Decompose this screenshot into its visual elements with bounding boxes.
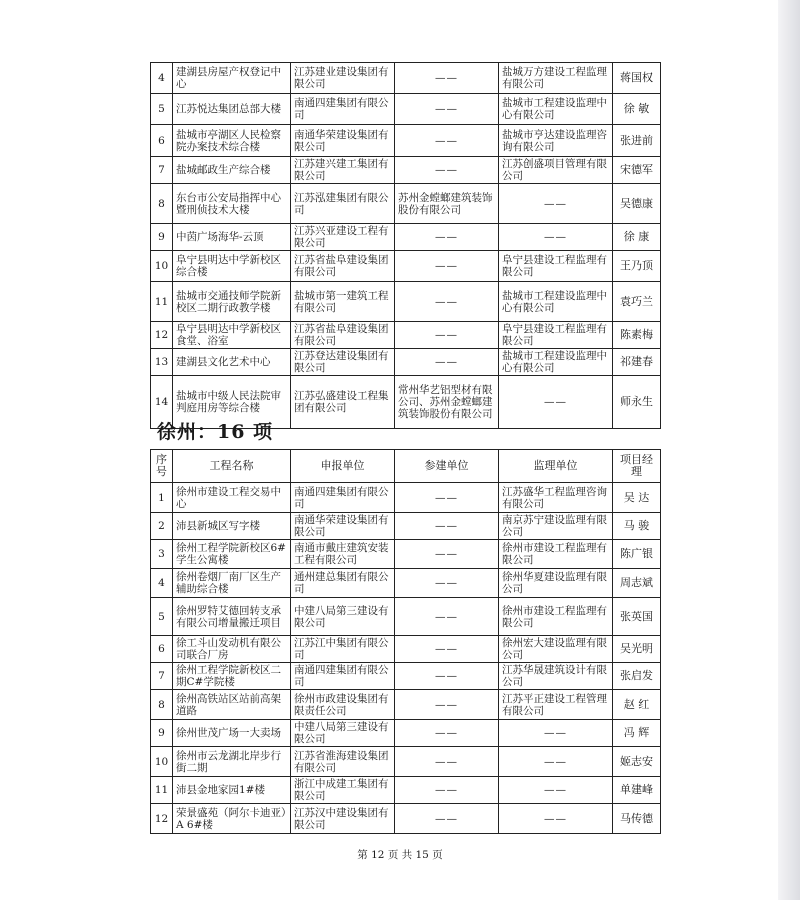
cell-participant: —— xyxy=(395,636,499,663)
cell-applicant: 盐城市第一建筑工程有限公司 xyxy=(291,282,395,322)
cell-project-manager: 吴光明 xyxy=(613,636,661,663)
cell-project-manager: 陈素梅 xyxy=(613,322,661,349)
cell-applicant: 江苏泓建集团有限公司 xyxy=(291,184,395,224)
cell-supervisor: 南京苏宁建设监理有限公司 xyxy=(499,513,613,540)
cell-applicant: 江苏汉中建设集团有限公司 xyxy=(291,804,395,834)
table-row xyxy=(151,540,661,569)
cell-project-manager: 张启发 xyxy=(613,663,661,690)
table-row xyxy=(151,747,661,777)
cell-supervisor: 徐州市建设工程监理有限公司 xyxy=(499,598,613,636)
cell-supervisor: 江苏华晟建筑设计有限公司 xyxy=(499,663,613,690)
cell-project-name: 建湖县文化艺术中心 xyxy=(173,349,291,376)
table-row xyxy=(151,63,661,94)
cell-supervisor: 徐州宏大建设监理有限公司 xyxy=(499,636,613,663)
cell-applicant: 南通四建集团有限公司 xyxy=(291,483,395,513)
header-project-name: 工程名称 xyxy=(173,450,291,483)
cell-serial-no: 12 xyxy=(151,322,173,349)
cell-project-name: 阜宁县明达中学新校区食堂、浴室 xyxy=(173,322,291,349)
cell-serial-no: 6 xyxy=(151,125,173,157)
table-row xyxy=(151,777,661,804)
cell-project-manager: 姬志安 xyxy=(613,747,661,777)
cell-project-manager: 张英国 xyxy=(613,598,661,636)
cell-applicant: 江苏建兴建工集团有限公司 xyxy=(291,157,395,184)
cell-participant: —— xyxy=(395,282,499,322)
cell-project-manager: 王乃顶 xyxy=(613,251,661,282)
cell-serial-no: 11 xyxy=(151,282,173,322)
cell-project-name: 江苏悦达集团总部大楼 xyxy=(173,94,291,125)
cell-serial-no: 10 xyxy=(151,747,173,777)
cell-serial-no: 11 xyxy=(151,777,173,804)
table-row xyxy=(151,598,661,636)
table-row xyxy=(151,125,661,157)
cell-participant: —— xyxy=(395,63,499,94)
cell-serial-no: 7 xyxy=(151,663,173,690)
cell-supervisor: —— xyxy=(499,376,613,429)
header-participant: 参建单位 xyxy=(395,450,499,483)
cell-applicant: 中建八局第三建设有限公司 xyxy=(291,598,395,636)
cell-participant: 苏州金螳螂建筑装饰股份有限公司 xyxy=(395,184,499,224)
cell-serial-no: 13 xyxy=(151,349,173,376)
cell-supervisor: —— xyxy=(499,804,613,834)
cell-applicant: 江苏省淮海建设集团有限公司 xyxy=(291,747,395,777)
cell-participant: —— xyxy=(395,598,499,636)
cell-serial-no: 5 xyxy=(151,94,173,125)
cell-participant: —— xyxy=(395,663,499,690)
table-row xyxy=(151,184,661,224)
header-project-manager: 项目经理 xyxy=(613,450,661,483)
cell-applicant: 江苏省盐阜建设集团有限公司 xyxy=(291,322,395,349)
cell-project-name: 荣景盛苑（阿尔卡迪亚）A 6#楼 xyxy=(173,804,291,834)
cell-participant: —— xyxy=(395,224,499,251)
cell-serial-no: 9 xyxy=(151,720,173,747)
table-row xyxy=(151,322,661,349)
cell-serial-no: 1 xyxy=(151,483,173,513)
cell-supervisor: 盐城万方建设工程监理有限公司 xyxy=(499,63,613,94)
cell-project-name: 沛县新城区写字楼 xyxy=(173,513,291,540)
cell-applicant: 江苏兴亚建设工程有限公司 xyxy=(291,224,395,251)
cell-project-name: 徐州卷烟厂南厂区生产辅助综合楼 xyxy=(173,569,291,598)
cell-project-name: 中茵广场海华-云顶 xyxy=(173,224,291,251)
cell-participant: —— xyxy=(395,125,499,157)
cell-serial-no: 5 xyxy=(151,598,173,636)
cell-project-name: 徐州市建设工程交易中心 xyxy=(173,483,291,513)
header-supervisor: 监理单位 xyxy=(499,450,613,483)
cell-participant: —— xyxy=(395,777,499,804)
cell-supervisor: 江苏盛华工程监理咨询有限公司 xyxy=(499,483,613,513)
cell-participant: —— xyxy=(395,540,499,569)
table-header-row xyxy=(151,450,661,483)
cell-project-name: 盐城市亭湖区人民检察院办案技术综合楼 xyxy=(173,125,291,157)
cell-participant: —— xyxy=(395,513,499,540)
cell-project-manager: 宋德军 xyxy=(613,157,661,184)
cell-project-name: 盐城市交通技师学院新校区二期行政教学楼 xyxy=(173,282,291,322)
cell-applicant: 通州建总集团有限公司 xyxy=(291,569,395,598)
cell-project-name: 徐州高铁站区站前高架道路 xyxy=(173,690,291,720)
cell-project-name: 沛县金地家园1#楼 xyxy=(173,777,291,804)
cell-supervisor: 江苏创盛项目管理有限公司 xyxy=(499,157,613,184)
cell-supervisor: 盐城市亨达建设监理咨询有限公司 xyxy=(499,125,613,157)
cell-participant: —— xyxy=(395,747,499,777)
cell-project-name: 徐州市云龙湖北岸步行街二期 xyxy=(173,747,291,777)
cell-project-manager: 单建峰 xyxy=(613,777,661,804)
cell-project-manager: 冯 辉 xyxy=(613,720,661,747)
cell-serial-no: 9 xyxy=(151,224,173,251)
table-row xyxy=(151,349,661,376)
cell-participant: 常州华艺铝型材有限公司、苏州金螳螂建筑装饰股份有限公司 xyxy=(395,376,499,429)
table-row xyxy=(151,569,661,598)
cell-serial-no: 4 xyxy=(151,63,173,94)
cell-serial-no: 12 xyxy=(151,804,173,834)
cell-applicant: 浙江中成建工集团有限公司 xyxy=(291,777,395,804)
cell-participant: —— xyxy=(395,94,499,125)
cell-applicant: 中建八局第三建设有限公司 xyxy=(291,720,395,747)
page-footer: 第 12 页 共 15 页 xyxy=(357,849,443,861)
table-row xyxy=(151,636,661,663)
cell-supervisor: 阜宁县建设工程监理有限公司 xyxy=(499,322,613,349)
cell-project-manager: 袁巧兰 xyxy=(613,282,661,322)
cell-project-manager: 师永生 xyxy=(613,376,661,429)
cell-project-name: 徐州工程学院新校区二期C#学院楼 xyxy=(173,663,291,690)
cell-applicant: 南通华荣建设集团有限公司 xyxy=(291,513,395,540)
table-body xyxy=(151,63,661,429)
table-row xyxy=(151,251,661,282)
cell-serial-no: 2 xyxy=(151,513,173,540)
cell-applicant: 南通四建集团有限公司 xyxy=(291,94,395,125)
cell-supervisor: 江苏平正建设工程管理有限公司 xyxy=(499,690,613,720)
table-row xyxy=(151,513,661,540)
cell-applicant: 南通市戴庄建筑安装工程有限公司 xyxy=(291,540,395,569)
cell-project-manager: 马传德 xyxy=(613,804,661,834)
cell-applicant: 江苏弘盛建设工程集团有限公司 xyxy=(291,376,395,429)
cell-project-manager: 马 骏 xyxy=(613,513,661,540)
cell-serial-no: 3 xyxy=(151,540,173,569)
cell-serial-no: 8 xyxy=(151,690,173,720)
cell-applicant: 江苏登达建设集团有限公司 xyxy=(291,349,395,376)
cell-serial-no: 7 xyxy=(151,157,173,184)
table-row xyxy=(151,282,661,322)
cell-serial-no: 10 xyxy=(151,251,173,282)
cell-applicant: 徐州市政建设集团有限责任公司 xyxy=(291,690,395,720)
cell-project-manager: 张进前 xyxy=(613,125,661,157)
cell-supervisor: 徐州市建设工程监理有限公司 xyxy=(499,540,613,569)
scan-edge-shadow xyxy=(778,0,800,900)
cell-project-name: 徐州工程学院新校区6#学生公寓楼 xyxy=(173,540,291,569)
project-table-xuzhou xyxy=(150,449,661,834)
cell-supervisor: —— xyxy=(499,777,613,804)
project-table-yancheng xyxy=(150,62,661,429)
cell-applicant: 南通华荣建设集团有限公司 xyxy=(291,125,395,157)
cell-supervisor: 阜宁县建设工程监理有限公司 xyxy=(499,251,613,282)
cell-serial-no: 6 xyxy=(151,636,173,663)
cell-serial-no: 14 xyxy=(151,376,173,429)
table-row xyxy=(151,663,661,690)
cell-project-name: 阜宁县明达中学新校区综合楼 xyxy=(173,251,291,282)
cell-project-manager: 祁建春 xyxy=(613,349,661,376)
cell-project-manager: 吴 达 xyxy=(613,483,661,513)
cell-project-manager: 周志斌 xyxy=(613,569,661,598)
cell-project-manager: 徐 敏 xyxy=(613,94,661,125)
cell-supervisor: 盐城市工程建设监理中心有限公司 xyxy=(499,282,613,322)
cell-participant: —— xyxy=(395,157,499,184)
table-row xyxy=(151,720,661,747)
table-row xyxy=(151,94,661,125)
cell-supervisor: —— xyxy=(499,184,613,224)
table-body xyxy=(151,483,661,834)
cell-project-manager: 陈广银 xyxy=(613,540,661,569)
cell-supervisor: 徐州华夏建设监理有限公司 xyxy=(499,569,613,598)
cell-project-name: 徐州世茂广场一大卖场 xyxy=(173,720,291,747)
section-title-xuzhou: 徐州：16 项 xyxy=(157,421,274,443)
cell-project-manager: 徐 康 xyxy=(613,224,661,251)
cell-project-name: 盐城市中级人民法院审判庭用房等综合楼 xyxy=(173,376,291,429)
cell-project-name: 建湖县房屋产权登记中心 xyxy=(173,63,291,94)
cell-project-name: 徐州罗特艾德回转支承有限公司增量搬迁项目 xyxy=(173,598,291,636)
cell-applicant: 江苏江中集团有限公司 xyxy=(291,636,395,663)
table-row xyxy=(151,483,661,513)
header-applicant: 申报单位 xyxy=(291,450,395,483)
cell-project-name: 东台市公安局指挥中心暨刑侦技术大楼 xyxy=(173,184,291,224)
cell-participant: —— xyxy=(395,322,499,349)
cell-participant: —— xyxy=(395,569,499,598)
table-row xyxy=(151,690,661,720)
cell-applicant: 南通四建集团有限公司 xyxy=(291,663,395,690)
cell-serial-no: 4 xyxy=(151,569,173,598)
cell-participant: —— xyxy=(395,720,499,747)
cell-participant: —— xyxy=(395,804,499,834)
cell-project-name: 徐工斗山发动机有限公司联合厂房 xyxy=(173,636,291,663)
cell-participant: —— xyxy=(395,690,499,720)
cell-supervisor: —— xyxy=(499,747,613,777)
cell-project-manager: 吴德康 xyxy=(613,184,661,224)
cell-project-manager: 赵 红 xyxy=(613,690,661,720)
cell-project-name: 盐城邮政生产综合楼 xyxy=(173,157,291,184)
cell-project-manager: 蒋国权 xyxy=(613,63,661,94)
header-serial-no: 序号 xyxy=(151,450,173,483)
table-row xyxy=(151,804,661,834)
cell-supervisor: 盐城市工程建设监理中心有限公司 xyxy=(499,94,613,125)
cell-serial-no: 8 xyxy=(151,184,173,224)
table-row xyxy=(151,224,661,251)
cell-participant: —— xyxy=(395,251,499,282)
cell-supervisor: —— xyxy=(499,720,613,747)
table-row xyxy=(151,157,661,184)
cell-supervisor: —— xyxy=(499,224,613,251)
cell-participant: —— xyxy=(395,349,499,376)
cell-supervisor: 盐城市工程建设监理中心有限公司 xyxy=(499,349,613,376)
cell-applicant: 江苏省盐阜建设集团有限公司 xyxy=(291,251,395,282)
cell-participant: —— xyxy=(395,483,499,513)
cell-applicant: 江苏建业建设集团有限公司 xyxy=(291,63,395,94)
